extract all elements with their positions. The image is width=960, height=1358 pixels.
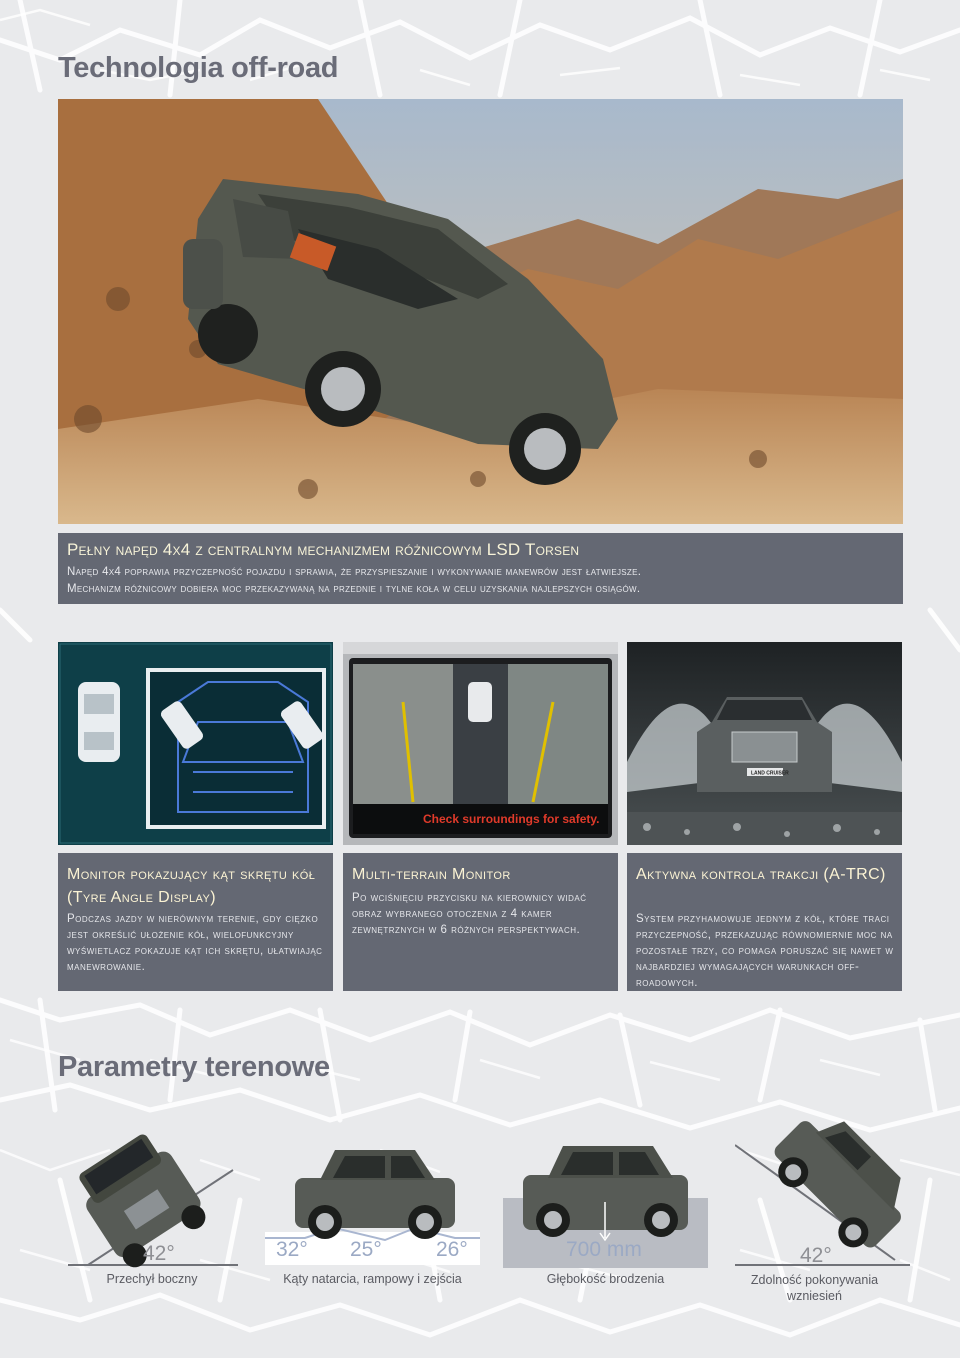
tyre-angle-display-image bbox=[58, 642, 333, 845]
feature-4x4-bar bbox=[58, 533, 903, 604]
param-angles-label: Kąty natarcia, rampowy i zejścia bbox=[283, 1272, 462, 1286]
card-tyre-angle-body: Podczas jazdy w nierównym terenie, gdy ciężko jest określić ułożenie kół, wielofunkcyjny wyświetlacz pokazuje kąt ich skrętu, ułatwiając manewrowanie. bbox=[67, 913, 323, 973]
param-side-tilt-label: Przechył boczny bbox=[106, 1272, 198, 1286]
hero-suv-mountain-image bbox=[58, 99, 903, 524]
param-wading-label: Głębokość brodzenia bbox=[546, 1272, 665, 1286]
param-gradeability-value: 42° bbox=[800, 1244, 832, 1267]
card-tyre-angle bbox=[58, 853, 333, 991]
card-tyre-angle-title: Monitor pokazujący kąt skrętu kół (Tyre Angle Display) bbox=[67, 866, 316, 906]
param-ramp-angle: 25° bbox=[350, 1238, 382, 1261]
section-title-parameters: Parametry terenowe bbox=[58, 1051, 330, 1083]
atrc-water-splash-image bbox=[627, 642, 902, 845]
screen-text: Check surroundings for safety. bbox=[423, 812, 600, 826]
card-atrc bbox=[627, 853, 902, 991]
card-multi-terrain bbox=[343, 853, 618, 991]
param-approach-angle: 32° bbox=[276, 1238, 308, 1261]
badge-text: LAND CRUISER bbox=[751, 770, 789, 777]
card-atrc-title: Aktywna kontrola trakcji (A-TRC) bbox=[636, 866, 886, 883]
section-title-offroad: Technologia off-road bbox=[58, 52, 339, 84]
feature-4x4-line2: Mechanizm różnicowy dobiera moc przekazywaną na przednie i tylne koła w celu uzyskania najlepszych osiągów. bbox=[67, 583, 641, 595]
card-multi-terrain-title: Multi-terrain Monitor bbox=[352, 866, 511, 883]
param-gradeability-label: Zdolność pokonywania wzniesień bbox=[750, 1273, 879, 1303]
param-wading-value: 700 mm bbox=[566, 1238, 642, 1261]
param-departure-angle: 26° bbox=[436, 1238, 468, 1261]
card-atrc-body: System przyhamowuje jednym z kół, które traci przyczepność, przekazując równomiernie moc na pozostałe trzy, co pomaga poruszać się nawet w najbardziej wymagających warunkach off-roadowych. bbox=[636, 913, 894, 989]
param-side-tilt-value: 42° bbox=[143, 1242, 175, 1265]
multi-terrain-monitor-image bbox=[343, 642, 618, 845]
feature-4x4-title: Pełny napęd 4x4 z centralnym mechanizmem różnicowym LSD Torsen bbox=[67, 540, 580, 559]
card-multi-terrain-body: Po wciśnięciu przycisku na kierownicy widać obraz wybranego otoczenia z 4 kamer zewnętrznych w 6 różnych perspektywach. bbox=[352, 892, 587, 936]
feature-4x4-line1: Napęd 4x4 poprawia przyczepność pojazdu i sprawia, że przyspieszanie i wykonywanie manewrów jest łatwiejsze. bbox=[67, 566, 642, 578]
